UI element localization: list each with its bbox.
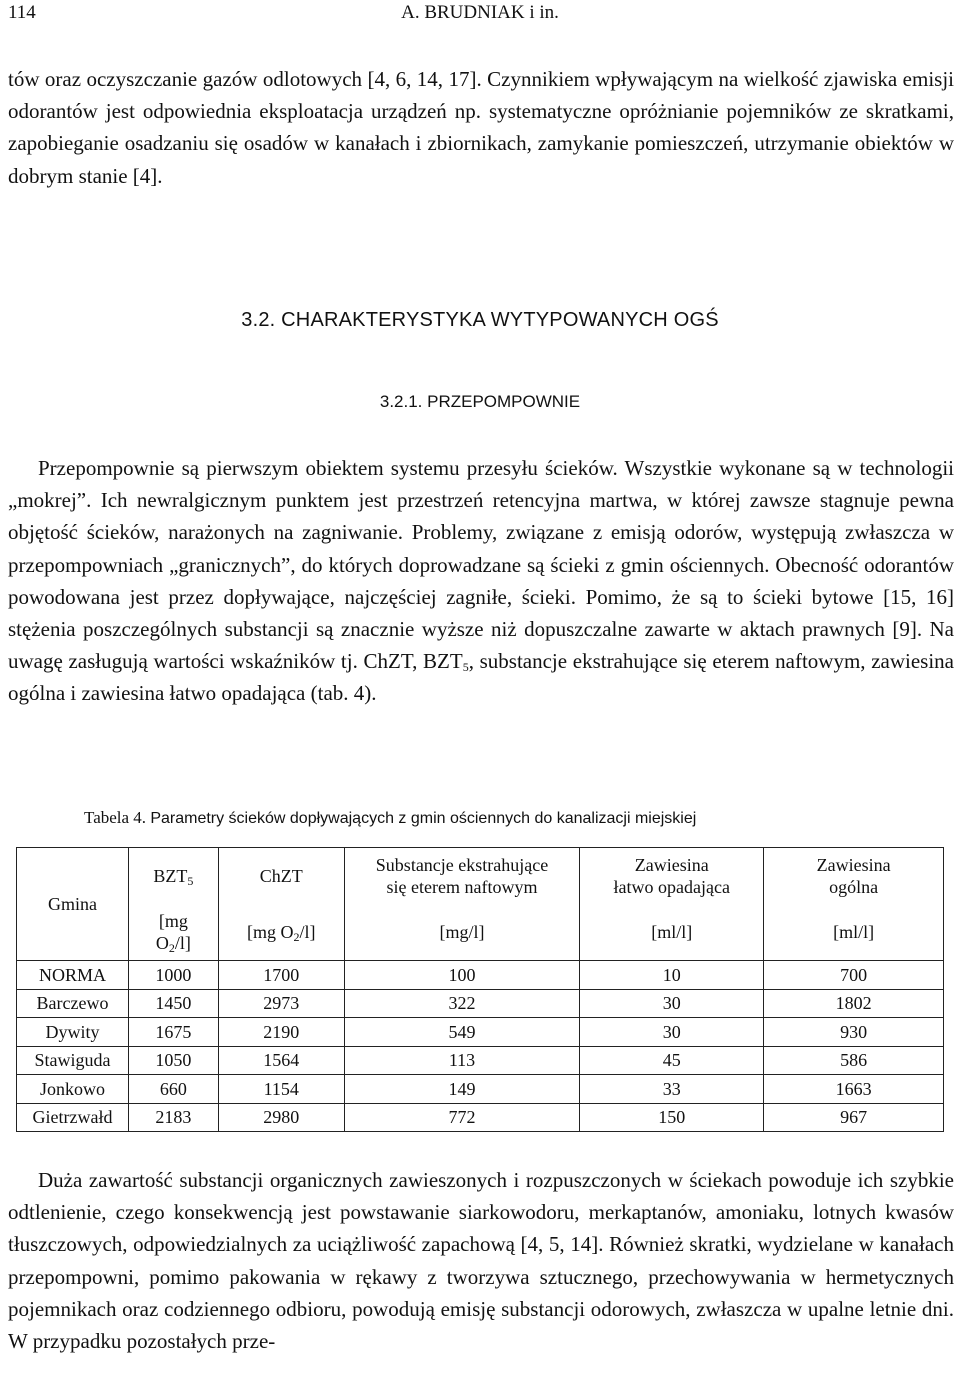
table-row xyxy=(17,1046,944,1075)
cell-zawiesina-ogolna: 1802 xyxy=(764,989,944,1018)
table-row xyxy=(17,1103,944,1132)
cell-bzt: 2183 xyxy=(128,1103,218,1132)
unit-bzt-line1: [mg xyxy=(158,911,188,931)
unit-chzt-pre: [mg O xyxy=(247,922,294,942)
unit-chzt-post: /l] xyxy=(299,922,316,942)
cell-zawiesina-ogolna: 586 xyxy=(764,1046,944,1075)
cell-zawiesina-latwo: 10 xyxy=(580,961,764,990)
cell-bzt: 1450 xyxy=(128,989,218,1018)
paragraph-2-subscript: 5 xyxy=(462,660,469,675)
header-bzt-label: BZT xyxy=(153,866,188,886)
cell-substancje: 100 xyxy=(344,961,580,990)
unit-bzt xyxy=(128,904,218,961)
header-zawiesina-latwo-line1: Zawiesina xyxy=(634,855,709,875)
cell-substancje: 149 xyxy=(344,1075,580,1104)
cell-gmina: Dywity xyxy=(17,1018,129,1047)
cell-zawiesina-latwo: 45 xyxy=(580,1046,764,1075)
cell-zawiesina-ogolna: 700 xyxy=(764,961,944,990)
unit-chzt xyxy=(218,904,344,961)
cell-gmina: Stawiguda xyxy=(17,1046,129,1075)
cell-zawiesina-latwo: 30 xyxy=(580,1018,764,1047)
cell-gmina: NORMA xyxy=(17,961,129,990)
unit-chzt-subscript: 2 xyxy=(293,930,300,944)
cell-zawiesina-latwo: 33 xyxy=(580,1075,764,1104)
header-zawiesina-ogolna-line2: ogólna xyxy=(829,877,879,897)
parameters-table xyxy=(16,847,944,1132)
header-substancje-line1: Substancje ekstrahujące xyxy=(375,855,549,875)
table-row xyxy=(17,1075,944,1104)
header-gmina: Gmina xyxy=(17,848,129,961)
cell-bzt: 1050 xyxy=(128,1046,218,1075)
unit-bzt-end: /l] xyxy=(174,933,191,953)
cell-chzt: 2190 xyxy=(218,1018,344,1047)
cell-chzt: 1564 xyxy=(218,1046,344,1075)
running-head-author: A. BRUDNIAK i in. xyxy=(401,2,559,23)
cell-chzt: 1154 xyxy=(218,1075,344,1104)
table-caption xyxy=(84,808,944,828)
header-chzt: ChZT xyxy=(218,848,344,905)
cell-gmina: Barczewo xyxy=(17,989,129,1018)
header-zawiesina-ogolna xyxy=(764,848,944,905)
cell-zawiesina-ogolna: 967 xyxy=(764,1103,944,1132)
cell-chzt: 2980 xyxy=(218,1103,344,1132)
cell-substancje: 113 xyxy=(344,1046,580,1075)
cell-chzt: 1700 xyxy=(218,961,344,990)
unit-zawiesina-ogolna: [ml/l] xyxy=(764,904,944,961)
paragraph-2 xyxy=(8,452,954,710)
running-head xyxy=(8,2,952,26)
unit-bzt-subscript: 2 xyxy=(168,941,175,955)
cell-zawiesina-ogolna: 1663 xyxy=(764,1075,944,1104)
table-caption-text: Parametry ścieków dopływających z gmin ościennych do kanalizacji miejskiej xyxy=(150,810,697,827)
cell-bzt: 660 xyxy=(128,1075,218,1104)
table-row xyxy=(17,961,944,990)
paragraph-1: tów oraz oczyszczanie gazów odlotowych [4, 6, 14, 17]. Czynnikiem wpływającym na wielkość zjawiska emisji odorantów jest odpowiednia eksploatacja urządzeń np. systematyczne opróżnianie pojemników ze skratkami, zapobieganie osadzaniu się osadów w kanałach i zbiornikach, zamykanie pomieszczeń, utrzymanie obiektów w dobrym stanie [4]. xyxy=(8,67,954,188)
cell-bzt: 1675 xyxy=(128,1018,218,1047)
cell-bzt: 1000 xyxy=(128,961,218,990)
cell-gmina: Gietrzwałd xyxy=(17,1103,129,1132)
paragraph-3: Duża zawartość substancji organicznych zawieszonych i rozpuszczonych w ściekach powoduje ich szybkie odtlenienie, czego konsekwencją jest powstawanie siarkowodoru, merkaptanów, amoniaku, lotnych kwasów tłuszczowych, odpowiedzialnych za uciążliwość zapachową [4, 5, 14]. Również skratki, wydzielane w kanałach przepompowni, pomimo pakowania w rękawy z tworzywa sztucznego, przechowywania w hermetycznych pojemnikach oraz codziennego odbioru, powodują emisję substancji odorowych, zwłaszcza w upalne letnie dni. W przypadku pozostałych prze- xyxy=(8,1168,954,1354)
table-unit-row xyxy=(17,904,944,961)
cell-chzt: 2973 xyxy=(218,989,344,1018)
cell-zawiesina-ogolna: 930 xyxy=(764,1018,944,1047)
table-row xyxy=(17,1018,944,1047)
header-substancje-line2: się eterem naftowym xyxy=(386,877,538,897)
paragraph-2-text-end: , substancje ekstrahujące się eterem naftowym, zawiesina ogólna i zawiesina łatwo opadająca (tab. 4). xyxy=(8,649,955,706)
section-heading: 3.2. CHARAKTERYSTYKA WYTYPOWANYCH OGŚ xyxy=(241,309,719,331)
cell-zawiesina-latwo: 30 xyxy=(580,989,764,1018)
table-header-row xyxy=(17,848,944,905)
paragraph-2-text: Przepompownie są pierwszym obiektem systemu przesyłu ścieków. Wszystkie wykonane są w technologii „mokrej”. Ich newralgicznym punktem jest przestrzeń retencyjna martwa, w której zawsze stagnuje pewna objętość ścieków, narażonych na zagniwanie. Problemy, związane z emisją odorów, występują zwłaszcza w przepompowniach „granicznych”, do których doprowadzane są ścieki z gmin ościennych. Obecność odorantów powodowana jest przez dopływające, najczęściej zagniłe, ścieki. Pomimo, że są to ścieki bytowe [15, 16] stężenia poszczególnych substancji są znacznie wyższe niż dopuszczalne zawarte w aktach prawnych [9]. Na uwagę zasługują wartości wskaźników tj. ChZT, BZT xyxy=(8,456,954,674)
header-zawiesina-latwo-line2: łatwo opadająca xyxy=(613,877,730,897)
subsection-heading: 3.2.1. PRZEPOMPOWNIE xyxy=(379,392,581,411)
header-substancje xyxy=(344,848,580,905)
cell-zawiesina-latwo: 150 xyxy=(580,1103,764,1132)
header-zawiesina-ogolna-line1: Zawiesina xyxy=(816,855,891,875)
unit-zawiesina-latwo: [ml/l] xyxy=(580,904,764,961)
cell-substancje: 772 xyxy=(344,1103,580,1132)
table-caption-label: Tabela 4. xyxy=(84,808,147,827)
cell-gmina: Jonkowo xyxy=(17,1075,129,1104)
header-bzt-subscript: 5 xyxy=(187,874,194,888)
table-body xyxy=(17,961,944,1132)
cell-substancje: 549 xyxy=(344,1018,580,1047)
header-zawiesina-latwo xyxy=(580,848,764,905)
table-row xyxy=(17,989,944,1018)
header-bzt xyxy=(128,848,218,905)
unit-substancje: [mg/l] xyxy=(344,904,580,961)
unit-bzt-line2: O xyxy=(155,933,169,953)
cell-substancje: 322 xyxy=(344,989,580,1018)
page-number: 114 xyxy=(8,2,36,23)
